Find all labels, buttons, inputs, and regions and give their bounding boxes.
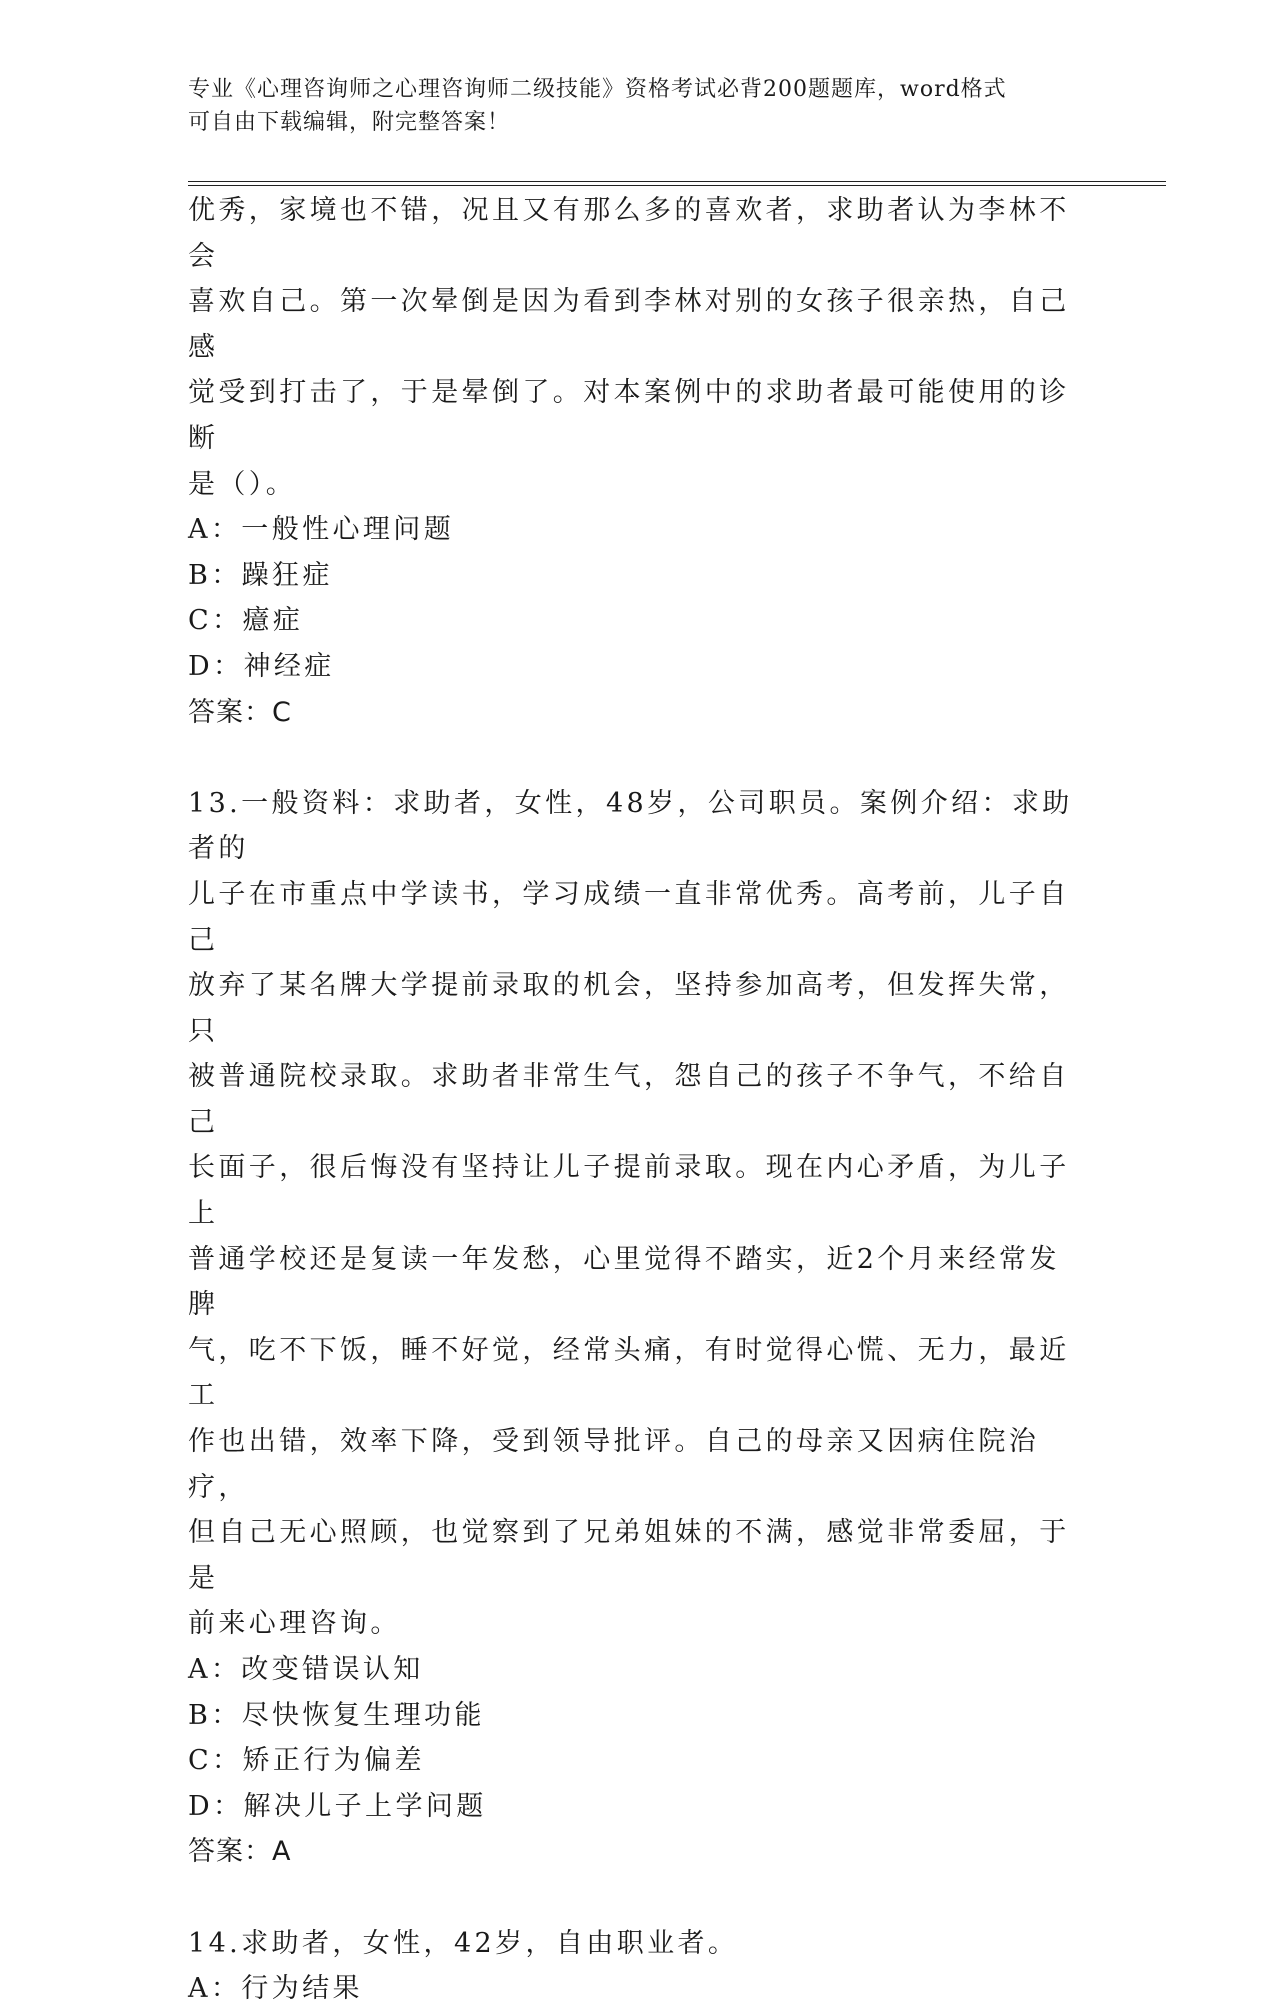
header-rule-top — [188, 181, 1166, 182]
question-text-line: 作也出错，效率下降，受到领导批评。自己的母亲又因病住院治疗， — [188, 1426, 1040, 1503]
question-text-line: 普通学校还是复读一年发愁，心里觉得不踏实，近2个月来经常发脾 — [188, 1243, 1060, 1321]
option-a: A：一般性心理问题 — [188, 514, 455, 546]
question-text-line: 被普通院校录取。求助者非常生气，怨自己的孩子不争气，不给自己 — [188, 1061, 1070, 1138]
page-header — [188, 73, 1088, 139]
question-text-line: 14.求助者，女性，42岁，自由职业者。 — [188, 1927, 739, 1959]
question-text-line: 是（）。 — [188, 468, 297, 500]
spacer — [188, 1875, 1088, 1921]
question-text-line: 儿子在市重点中学读书，学习成绩一直非常优秀。高考前，儿子自己 — [188, 878, 1070, 956]
option-b: B：尽快恢复生理功能 — [188, 1699, 485, 1731]
answer-line: 答案：A — [188, 1836, 292, 1868]
answer-line: 答案：C — [188, 696, 292, 728]
question-text-line: 优秀，家境也不错，况且又有那么多的喜欢者，求助者认为李林不会 — [188, 195, 1070, 272]
question-text-line: 但自己无心照顾，也觉察到了兄弟姐妹的不满，感觉非常委屈，于是 — [188, 1517, 1070, 1594]
question-13 — [188, 781, 1088, 1875]
option-a: A：改变错误认知 — [188, 1654, 424, 1685]
question-text-line: 长面子，很后悔没有坚持让儿子提前录取。现在内心矛盾，为儿子上 — [188, 1152, 1070, 1230]
question-14 — [188, 1921, 1088, 2012]
question-text-line: 前来心理咨询。 — [188, 1608, 401, 1640]
option-c: C：癔症 — [188, 605, 304, 637]
header-line-1: 专业《心理咨询师之心理咨询师二级技能》资格考试必背200题题库，word格式 — [188, 77, 1007, 102]
option-d: D：神经症 — [188, 650, 335, 682]
question-text-line: 13.一般资料：求助者，女性，48岁，公司职员。案例介绍：求助者的 — [188, 787, 1073, 865]
spacer — [188, 735, 1088, 781]
question-text-line: 觉受到打击了，于是晕倒了。对本案例中的求助者最可能使用的诊断 — [188, 377, 1070, 454]
question-text-line: 气，吃不下饭，睡不好觉，经常头痛，有时觉得心慌、无力，最近工 — [188, 1334, 1070, 1412]
question-text-line: 喜欢自己。第一次晕倒是因为看到李林对别的女孩子很亲热，自己感 — [188, 286, 1070, 363]
question-text-line: 放弃了某名牌大学提前录取的机会，坚持参加高考，但发挥失常，只 — [188, 970, 1070, 1047]
option-a: A：行为结果 — [188, 1973, 363, 2005]
option-b: B：躁狂症 — [188, 559, 333, 591]
document-body — [188, 188, 1088, 2012]
option-c: C：矫正行为偏差 — [188, 1745, 425, 1777]
header-rule-bottom — [188, 185, 1166, 186]
option-d: D：解决儿子上学问题 — [188, 1790, 487, 1822]
header-line-2: 可自由下载编辑，附完整答案！ — [188, 110, 511, 135]
question-12 — [188, 188, 1088, 735]
